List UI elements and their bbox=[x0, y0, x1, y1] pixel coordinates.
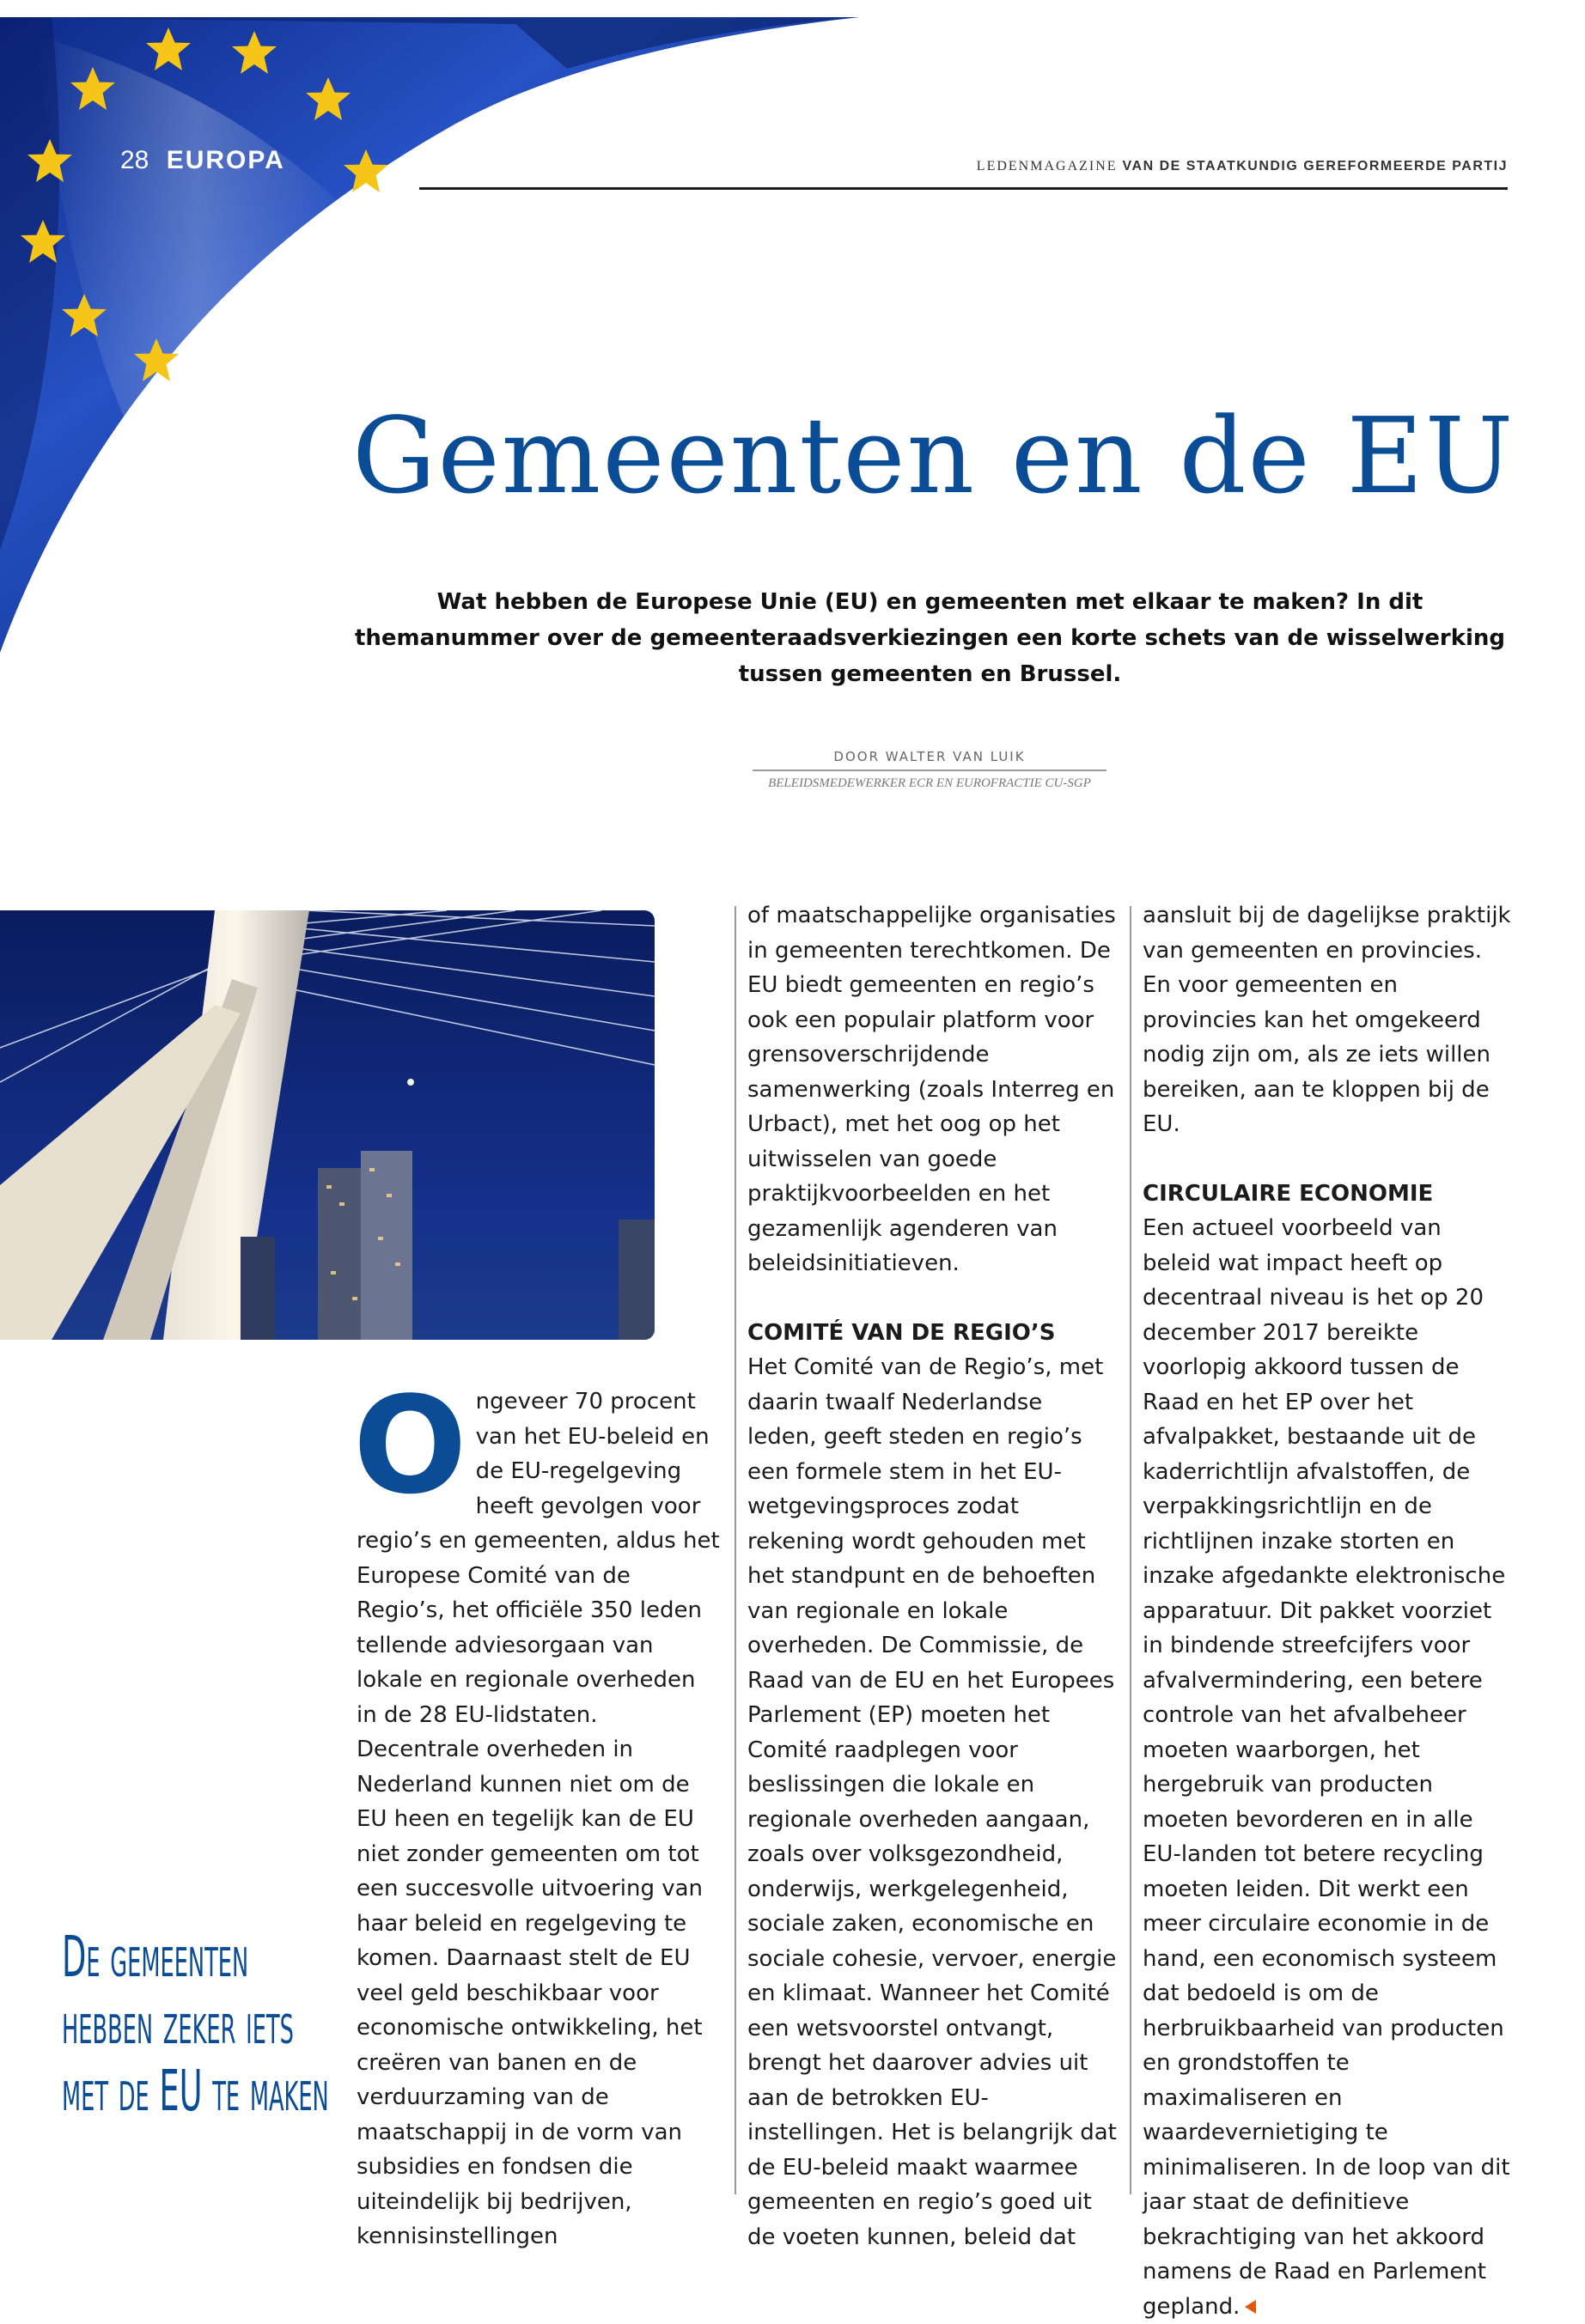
subheading-circulaire: CIRCULAIRE ECONOMIE bbox=[1143, 1180, 1434, 1207]
article-lead: Wat hebben de Europese Unie (EU) en gemeenten met elkaar te maken? In dit themanummer over de gemeenteraadsverkiezingen een korte schets van de wisselwerking tussen gemeenten en Brussel. bbox=[354, 589, 1506, 687]
article-column-2 bbox=[747, 898, 1117, 2254]
column-2-text-b: Het Comité van de Regio’s, met daarin twaalf Nederlandse leden, geeft steden en regio’s een formele stem in het EU-wetgevingsproces zodat rekening wordt gehouden met het standpunt en de behoeften van regionale en lokale overheden. De Commissie, de Raad van de EU en het Europees Parlement (EP) moeten het Comité raadplegen voor beslissingen die lokale en regionale overheden aangaan, zoals over volksgezondheid, onderwijs, werkgelegenheid, sociale zaken, economische en sociale cohesie, vervoer, energie en klimaat. Wanneer het Comité een wetsvoorstel ontvangt, brengt het daarover advies uit aan de betrokken EU-instellingen. Het is belangrijk dat de EU-beleid maakt waarmee gemeenten en regio’s goed uit de voeten kunnen, beleid dat bbox=[747, 1354, 1117, 2250]
column-divider bbox=[735, 906, 736, 2194]
column-2-text: of maatschappelijke organisaties in gemeenten terechtkomen. De EU biedt gemeenten en regio’s ook een populair platform voor grensoverschrijdende samenwerking (zoals Interreg en Urbact), met het oog op het uitwisselen van goede praktijkvoorbeelden en het gezamenlijk agenderen van beleidsinitiatieven. bbox=[747, 903, 1116, 1276]
column-3-text-b: Een actueel voorbeeld van beleid wat impact heeft op decentraal niveau is het op 20 december 2017 bereikte voorlopig akkoord tussen de Raad en het EP over het afvalpakket, bestaande uit de kaderrichtlijn afvalstoffen, de verpakkingsrichtlijn en de richtlijnen inzake storten en inzake afgedankte elektronische apparatuur. Dit pakket voorziet in bindende streefcijfers voor afvalvermindering, een betere controle van het afvalbeheer moeten waarborgen, het hergebruik van producten moeten bevorderen en in alle EU-landen tot betere recycling moeten leiden. Dit werkt een meer circulaire economie in de hand, een economisch systeem dat bedoeld is om de herbruikbaarheid van producten en grondstoffen te maximaliseren en waardevernietiging te minimaliseren. In de loop van dit jaar staat de definitieve bekrachtiging van het akkoord namens de Raad en Parlement gepland. bbox=[1143, 1215, 1510, 2320]
column-1-text: ngeveer 70 procent van het EU-beleid en de EU-regelgeving heeft gevolgen voor regio’s en gemeenten, aldus het Europese Comité van de Regio’s, het officiële 350 leden tellende adviesorgaan van lokale en regionale overheden in de 28 EU-lidstaten. Decentrale overheden in Nederland kunnen niet om de EU heen en tegelijk kan de EU niet zonder gemeenten om tot een succesvolle uitvoering van haar beleid en regelgeving te komen. Daarnaast stelt de EU veel geld beschikbaar voor economische ontwikkeling, het creëren van banen en de verduurzaming van de maatschappij in de vorm van subsidies en fondsen die uiteindelijk bij bedrijven, kennisinstellingen bbox=[357, 1389, 720, 2249]
article-column-1 bbox=[353, 1367, 722, 2254]
masthead-prefix: LEDENMAGAZINE bbox=[976, 159, 1118, 173]
pull-quote: De gemeenten hebben zeker iets met de EU te maken bbox=[62, 1924, 329, 2124]
column-3-text: aansluit bij de dagelijkse praktijk van gemeenten en provincies. En voor gemeenten en provincies kan het omgekeerd nodig zijn om, als ze iets willen bereiken, aan te kloppen bij de EU. bbox=[1143, 903, 1511, 1137]
page-header-section bbox=[120, 146, 285, 175]
end-of-article-triangle-icon bbox=[1245, 2300, 1256, 2314]
subheading-comite: COMITÉ VAN DE REGIO’S bbox=[747, 1319, 1056, 1346]
bridge-photo bbox=[0, 910, 655, 1340]
drop-cap: O bbox=[353, 1367, 467, 1524]
byline bbox=[753, 749, 1106, 791]
page-number: 28 bbox=[120, 146, 149, 174]
section-label: EUROPA bbox=[166, 146, 285, 174]
masthead bbox=[977, 159, 1508, 174]
header-rule bbox=[419, 187, 1508, 190]
column-divider bbox=[1130, 906, 1131, 2194]
masthead-party: VAN DE STAATKUNDIG GEREFORMEERDE PARTIJ bbox=[1122, 159, 1508, 173]
author-role: BELEIDSMEDEWERKER ECR EN EUROFRACTIE CU-SGP bbox=[768, 776, 1091, 790]
article-title: Gemeenten en de EU bbox=[352, 395, 1515, 517]
article-column-3 bbox=[1143, 898, 1512, 2324]
author-name: DOOR WALTER VAN LUIK bbox=[753, 749, 1106, 771]
